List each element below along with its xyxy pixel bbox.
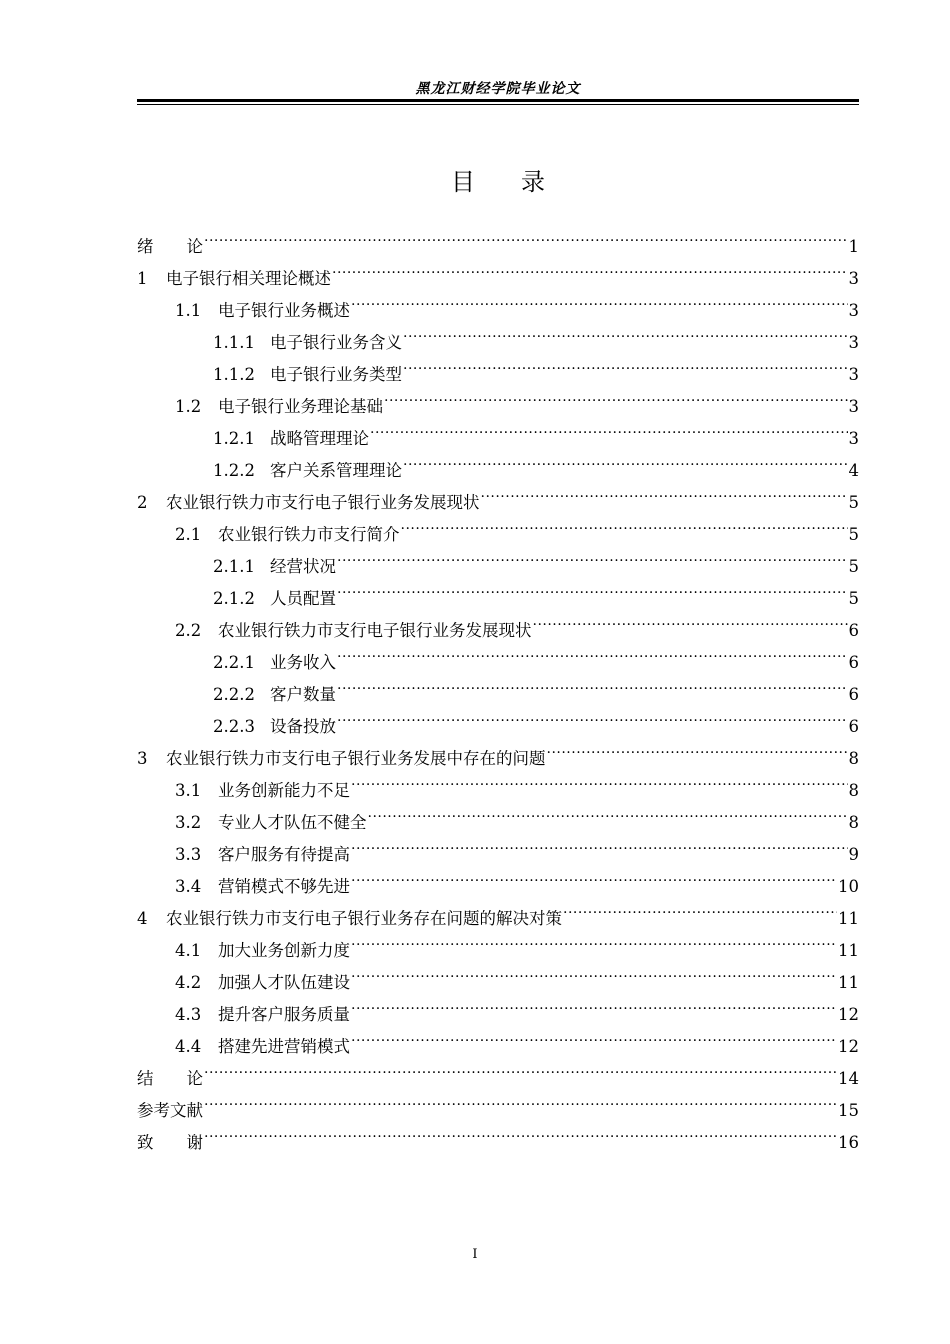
toc-entry[interactable]: [137, 1052, 859, 1088]
toc-entry-label: 农业银行铁力市支行电子银行业务发展中存在的问题: [166, 749, 546, 768]
toc-entry[interactable]: [137, 252, 859, 288]
toc-entry-label: 客户服务有待提高: [218, 845, 350, 864]
toc-entry-number: 3: [137, 749, 148, 768]
toc-dot-leader: [533, 604, 848, 636]
footer-page-number: I: [472, 1247, 478, 1262]
toc-dot-leader: [481, 476, 848, 508]
toc-entry-label: 客户关系管理理论: [270, 461, 402, 480]
toc-entry-page: 11: [838, 941, 859, 960]
toc-dot-leader: [351, 828, 848, 860]
toc-entry-number: 4.1: [175, 941, 202, 960]
toc-dot-leader: [368, 796, 848, 828]
toc-entry-number: 1.2: [175, 397, 202, 416]
toc-entry-page: 3: [848, 269, 859, 288]
toc-dot-leader: [547, 732, 848, 764]
toc-entry-label: 农业银行铁力市支行电子银行业务发展现状: [218, 621, 532, 640]
toc-entry-page: 15: [838, 1101, 859, 1120]
toc-dot-leader: [337, 668, 848, 700]
toc-entry-label: 农业银行铁力市支行电子银行业务存在问题的解决对策: [166, 909, 562, 928]
toc-dot-leader: [204, 1084, 837, 1116]
toc-entry-page: 11: [838, 973, 859, 992]
toc-entry-number: 2.1.2: [213, 589, 255, 608]
toc-entry-page: 3: [848, 429, 859, 448]
toc-title-char: 录: [521, 168, 545, 196]
header-rule-thick: [137, 99, 859, 102]
toc-entry-number: 3.4: [175, 877, 202, 896]
toc-entry-number: 1.1.1: [213, 333, 255, 352]
running-header-title: 黑龙江财经学院毕业论文: [415, 81, 581, 97]
toc-entry-page: 5: [848, 557, 859, 576]
toc-dot-leader: [337, 540, 848, 572]
toc-entry-page: 16: [838, 1133, 859, 1152]
toc-dot-leader: [337, 572, 848, 604]
toc-dot-leader: [384, 380, 848, 412]
toc-entry-number: 2.1: [175, 525, 202, 544]
toc-entry[interactable]: [137, 1116, 859, 1152]
toc-title-char: 目: [451, 168, 475, 196]
toc-entry-page: 6: [848, 653, 859, 672]
toc-entry-number: 1: [137, 269, 148, 288]
toc-dot-leader: [351, 924, 837, 956]
toc-entry-label: 电子银行业务概述: [218, 301, 350, 320]
toc-entry-label: 绪 论: [137, 237, 203, 256]
toc-entry-label: 经营状况: [270, 557, 336, 576]
toc-entry-label: 参考文献: [137, 1101, 203, 1120]
toc-entry-label: 战略管理理论: [270, 429, 369, 448]
toc-dot-leader: [403, 444, 848, 476]
toc-entry-page: 3: [848, 397, 859, 416]
toc-entry-label: 业务收入: [270, 653, 336, 672]
toc-entry-number: 1.2.1: [213, 429, 255, 448]
toc-entry-page: 6: [848, 717, 859, 736]
toc-entry-page: 12: [838, 1005, 859, 1024]
toc-entry-number: 2.2.2: [213, 685, 255, 704]
toc-entry-label: 业务创新能力不足: [218, 781, 350, 800]
toc-entry-number: 2.2.3: [213, 717, 255, 736]
toc-dot-leader: [204, 1116, 837, 1148]
toc-entry-label: 设备投放: [270, 717, 336, 736]
toc-entry-label: 营销模式不够先进: [218, 877, 350, 896]
toc-entry-label: 电子银行相关理论概述: [166, 269, 331, 288]
toc-entry-number: 1.1.2: [213, 365, 255, 384]
toc-entry-number: 4.4: [175, 1037, 202, 1056]
toc-entry-page: 4: [848, 461, 859, 480]
toc-dot-leader: [204, 220, 848, 252]
toc-entry-label: 搭建先进营销模式: [218, 1037, 350, 1056]
toc-entry-label: 农业银行铁力市支行电子银行业务发展现状: [166, 493, 480, 512]
toc-dot-leader: [403, 316, 848, 348]
toc-entry-page: 8: [848, 749, 859, 768]
toc-dot-leader: [351, 956, 837, 988]
toc-dot-leader: [351, 1020, 837, 1052]
toc-dot-leader: [403, 348, 848, 380]
toc-entry-label: 农业银行铁力市支行简介: [218, 525, 400, 544]
toc-entry-label: 电子银行业务理论基础: [218, 397, 383, 416]
toc-entry-label: 加大业务创新力度: [218, 941, 350, 960]
toc-entry-page: 3: [848, 301, 859, 320]
toc-entry-number: 4: [137, 909, 148, 928]
toc-entry-page: 10: [838, 877, 859, 896]
toc-dot-leader: [370, 412, 848, 444]
toc-entry-label: 人员配置: [270, 589, 336, 608]
toc-entry-number: 4.2: [175, 973, 202, 992]
toc-entry-page: 8: [848, 813, 859, 832]
toc-entry-page: 5: [848, 589, 859, 608]
toc-dot-leader: [204, 1052, 837, 1084]
toc-entry-number: 3.3: [175, 845, 202, 864]
toc-entry-label: 专业人才队伍不健全: [218, 813, 367, 832]
toc-entry-page: 11: [838, 909, 859, 928]
toc-entry-page: 5: [848, 493, 859, 512]
toc-dot-leader: [351, 860, 837, 892]
toc-entry-number: 2: [137, 493, 148, 512]
toc-entry-number: 1.1: [175, 301, 202, 320]
toc-entry-page: 3: [848, 365, 859, 384]
toc-entry-page: 6: [848, 621, 859, 640]
toc-dot-leader: [563, 892, 837, 924]
header-rule-thin: [137, 104, 859, 105]
toc-entry-page: 6: [848, 685, 859, 704]
toc-entry-page: 14: [838, 1069, 859, 1088]
toc-dot-leader: [351, 988, 837, 1020]
toc-title: [137, 165, 859, 199]
toc-entry-number: 2.1.1: [213, 557, 255, 576]
toc-entry-number: 2.2.1: [213, 653, 255, 672]
toc-entry-label: 电子银行业务含义: [270, 333, 402, 352]
toc-dot-leader: [401, 508, 848, 540]
toc-dot-leader: [337, 636, 848, 668]
toc-entry-label: 提升客户服务质量: [218, 1005, 350, 1024]
toc-entry-number: 3.2: [175, 813, 202, 832]
toc-entry-page: 12: [838, 1037, 859, 1056]
toc-entry-number: 3.1: [175, 781, 202, 800]
toc-entry-label: 致 谢: [137, 1133, 203, 1152]
toc-entry[interactable]: [137, 220, 859, 256]
toc-entry-number: 4.3: [175, 1005, 202, 1024]
table-of-contents: [137, 220, 859, 1152]
toc-entry-page: 8: [848, 781, 859, 800]
toc-dot-leader: [337, 700, 848, 732]
toc-entry-label: 结 论: [137, 1069, 203, 1088]
toc-dot-leader: [351, 284, 848, 316]
toc-entry-number: 1.2.2: [213, 461, 255, 480]
toc-entry-page: 1: [848, 237, 859, 256]
toc-entry[interactable]: [137, 1084, 859, 1120]
toc-dot-leader: [332, 252, 848, 284]
toc-entry-number: 2.2: [175, 621, 202, 640]
toc-entry-page: 5: [848, 525, 859, 544]
toc-entry-page: 3: [848, 333, 859, 352]
toc-entry-label: 客户数量: [270, 685, 336, 704]
toc-entry-label: 电子银行业务类型: [270, 365, 402, 384]
toc-entry-page: 9: [848, 845, 859, 864]
toc-dot-leader: [351, 764, 848, 796]
toc-entry-label: 加强人才队伍建设: [218, 973, 350, 992]
